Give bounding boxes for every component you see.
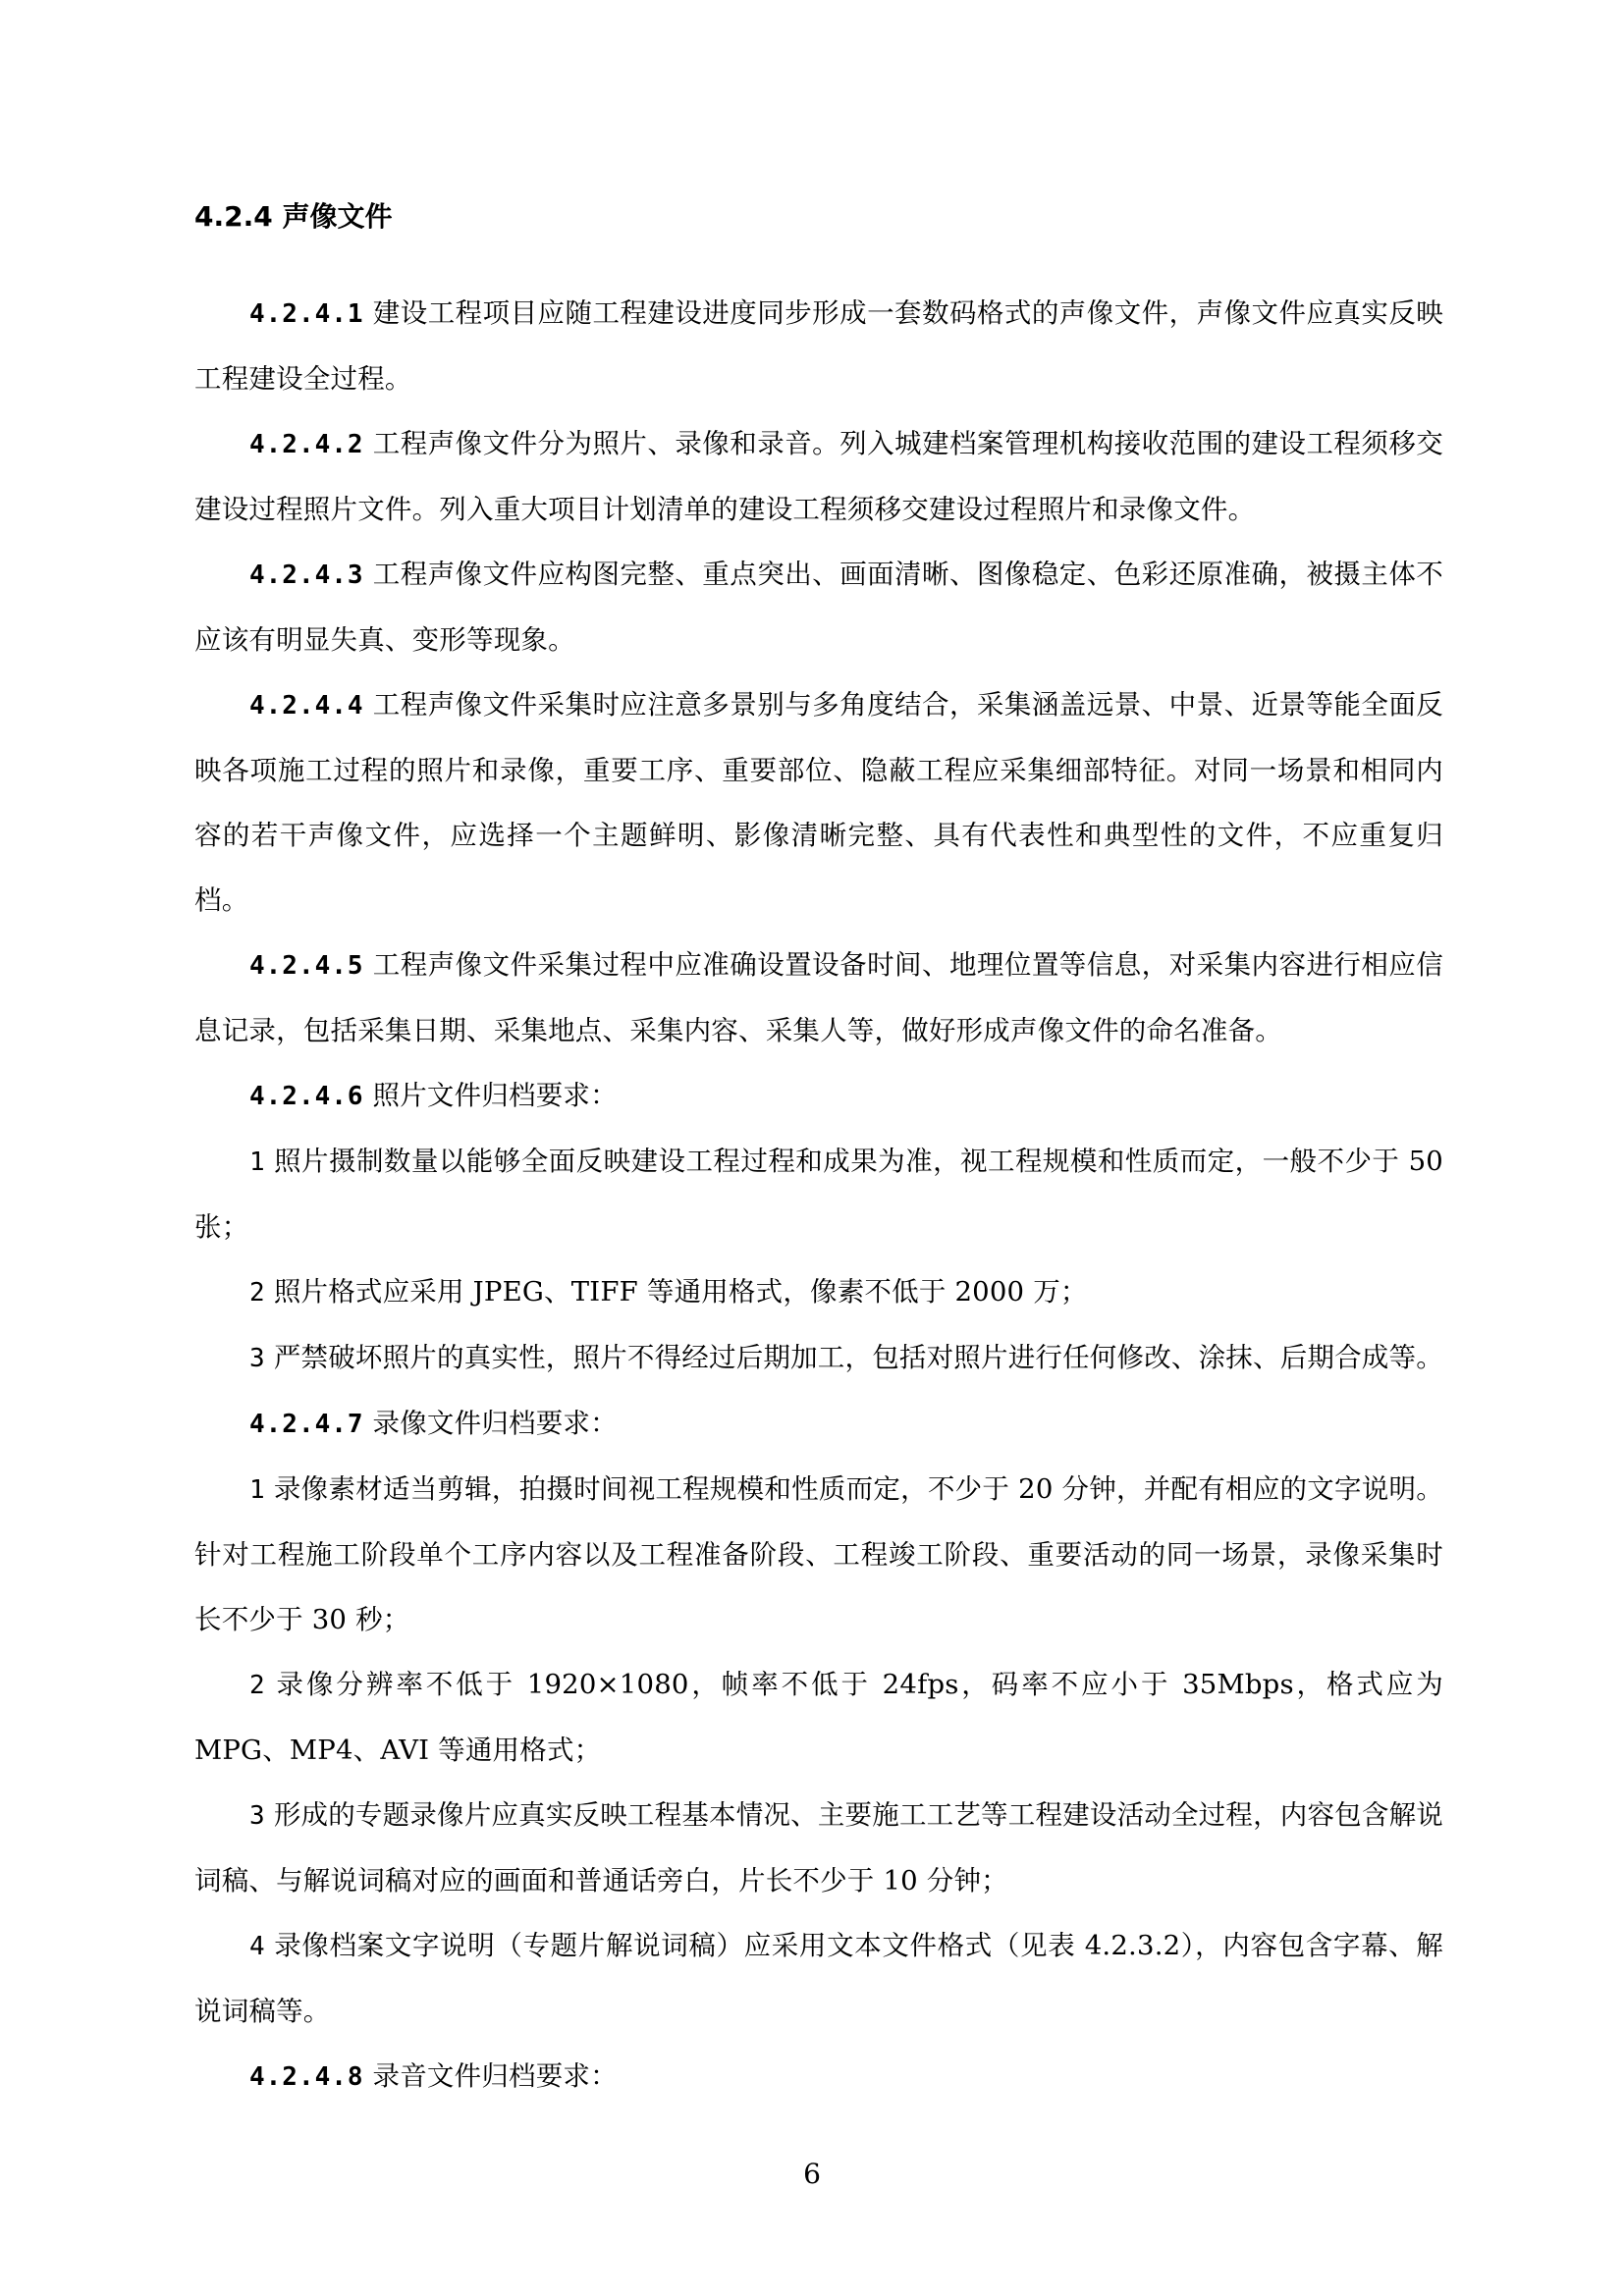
list-item-number: 2 bbox=[249, 1278, 265, 1308]
list-item-number: 1 bbox=[249, 1148, 265, 1177]
list-item bbox=[194, 1325, 1443, 1391]
clause-paragraph bbox=[194, 1391, 1443, 1457]
clause-number: 4.2.4.6 bbox=[249, 1082, 364, 1111]
page-content bbox=[194, 185, 1443, 2109]
clause-paragraph bbox=[194, 672, 1443, 933]
list-item bbox=[194, 1259, 1443, 1325]
clause-paragraph bbox=[194, 933, 1443, 1063]
list-item-number: 4 bbox=[249, 1932, 265, 1961]
list-item bbox=[194, 1783, 1443, 1913]
clause-text: 工程声像文件分为照片、录像和录音。列入城建档案管理机构接收范围的建设工程须移交建设过程照片文件。列入重大项目计划清单的建设工程须移交建设过程照片和录像文件。 bbox=[194, 428, 1443, 525]
clause-text: 工程声像文件采集过程中应准确设置设备时间、地理位置等信息，对采集内容进行相应信息记录，包括采集日期、采集地点、采集内容、采集人等，做好形成声像文件的命名准备。 bbox=[194, 949, 1443, 1046]
list-item-text: 录像素材适当剪辑，拍摄时间视工程规模和性质而定，不少于 20 分钟，并配有相应的文字说明。针对工程施工阶段单个工序内容以及工程准备阶段、工程竣工阶段、重要活动的同一场景，录像采集时长不少于 30 秒； bbox=[194, 1473, 1443, 1635]
clause-number: 4.2.4.4 bbox=[249, 691, 364, 721]
list-item-number: 2 bbox=[249, 1671, 265, 1700]
section-number: 4.2.4 bbox=[194, 200, 273, 233]
clause-number: 4.2.4.7 bbox=[249, 1410, 364, 1439]
section-title: 声像文件 bbox=[282, 200, 393, 233]
clause-paragraph bbox=[194, 542, 1443, 672]
clause-number: 4.2.4.8 bbox=[249, 2062, 364, 2092]
clause-number: 4.2.4.5 bbox=[249, 951, 364, 981]
clause-paragraph bbox=[194, 281, 1443, 411]
clause-text: 工程声像文件应构图完整、重点突出、画面清晰、图像稳定、色彩还原准确，被摄主体不应该有明显失真、变形等现象。 bbox=[194, 559, 1443, 656]
list-item-text: 形成的专题录像片应真实反映工程基本情况、主要施工工艺等工程建设活动全过程，内容包含解说词稿、与解说词稿对应的画面和普通话旁白，片长不少于 10 分钟； bbox=[194, 1799, 1443, 1896]
list-item-text: 录像分辨率不低于 1920×1080，帧率不低于 24fps，码率不应小于 35Mbps，格式应为 MPG、MP4、AVI 等通用格式； bbox=[194, 1669, 1443, 1766]
list-item-text: 照片格式应采用 JPEG、TIFF 等通用格式，像素不低于 2000 万； bbox=[273, 1276, 1088, 1308]
clause-paragraph bbox=[194, 411, 1443, 542]
clause-paragraph bbox=[194, 2044, 1443, 2109]
list-item-text: 照片摄制数量以能够全面反映建设工程过程和成果为准，视工程规模和性质而定，一般不少于 50 张； bbox=[194, 1146, 1443, 1243]
clause-text: 建设工程项目应随工程建设进度同步形成一套数码格式的声像文件，声像文件应真实反映工程建设全过程。 bbox=[194, 297, 1443, 395]
list-item-text: 严禁破坏照片的真实性，照片不得经过后期加工，包括对照片进行任何修改、涂抹、后期合成等。 bbox=[273, 1342, 1443, 1373]
clause-paragraph bbox=[194, 1063, 1443, 1129]
clause-text: 工程声像文件采集时应注意多景别与多角度结合，采集涵盖远景、中景、近景等能全面反映各项施工过程的照片和录像，重要工序、重要部位、隐蔽工程应采集细部特征。对同一场景和相同内容的若干声像文件，应选择一个主题鲜明、影像清晰完整、具有代表性和典型性的文件，不应重复归档。 bbox=[194, 689, 1443, 916]
clause-number: 4.2.4.1 bbox=[249, 299, 364, 329]
section-heading bbox=[194, 185, 1443, 249]
clause-text: 录音文件归档要求： bbox=[372, 2060, 618, 2092]
list-item bbox=[194, 1129, 1443, 1259]
page-number: 6 bbox=[803, 2158, 821, 2190]
clause-number: 4.2.4.2 bbox=[249, 430, 364, 459]
list-item-text: 录像档案文字说明（专题片解说词稿）应采用文本文件格式（见表 4.2.3.2），内容包含字幕、解说词稿等。 bbox=[194, 1930, 1443, 2027]
list-item-number: 1 bbox=[249, 1475, 265, 1505]
clause-text: 照片文件归档要求： bbox=[372, 1080, 618, 1111]
list-item bbox=[194, 1457, 1443, 1652]
list-item bbox=[194, 1913, 1443, 2044]
clause-text: 录像文件归档要求： bbox=[372, 1408, 618, 1439]
list-item bbox=[194, 1652, 1443, 1783]
list-item-number: 3 bbox=[249, 1344, 265, 1373]
clause-number: 4.2.4.3 bbox=[249, 561, 364, 590]
list-item-number: 3 bbox=[249, 1801, 265, 1831]
